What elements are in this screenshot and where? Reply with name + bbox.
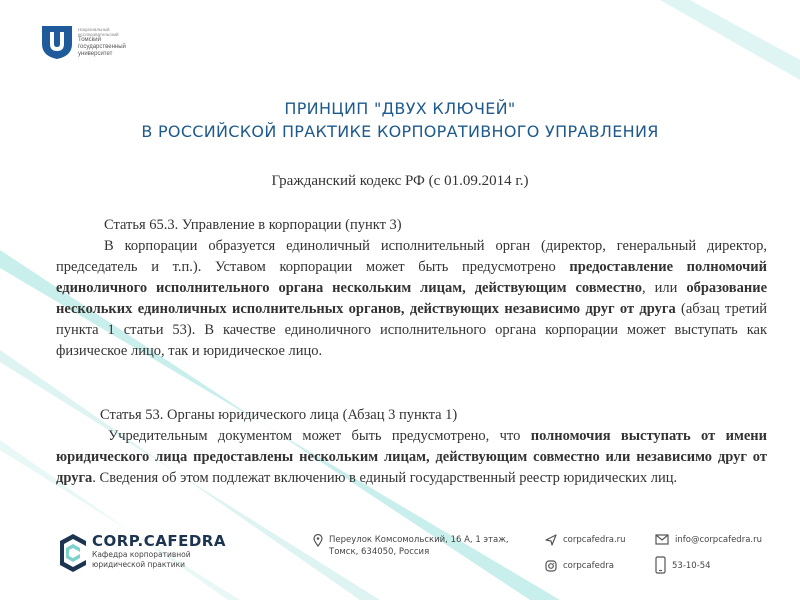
email-link[interactable]: info@corpcafedra.ru [675, 535, 762, 545]
text-run: В корпорации образуется единоличный исполнительный орган (директор, генеральный директор, председатель и т.п.). Уставом корпорации может быть предусмотрено [56, 238, 767, 275]
text-run: , или [642, 280, 687, 296]
brand-subtitle-1: Кафедра корпоративной [92, 550, 191, 559]
corp-cafedra-mark-icon [58, 532, 88, 574]
article-paragraph [56, 236, 767, 362]
slide-title [0, 97, 800, 143]
instagram-link[interactable]: corpcafedra [563, 561, 614, 571]
article-65-3 [56, 215, 767, 362]
university-logo [40, 24, 148, 60]
mobile-phone-icon [655, 556, 666, 574]
address-line-1: Переулок Комсомольский, 16 А, 1 этаж, [329, 535, 509, 545]
logo-line: исследовательский [78, 31, 119, 37]
bold-run: полномочия выступать от имени юридического лица предоставлены нескольким лицам, действующим совместно или независимо друг от друга [56, 428, 767, 486]
text-run: . Сведения об этом подлежат включению в единый государственный реестр юридических лиц. [92, 470, 678, 486]
title-line-1: ПРИНЦИП "ДВУХ КЛЮЧЕЙ" [284, 99, 516, 118]
footer [0, 524, 800, 600]
address [313, 534, 509, 558]
logo-line: государственный [78, 43, 126, 50]
instagram-icon [545, 560, 557, 572]
bold-run: предоставление полномочий единоличного исполнительного органа нескольким лицам, действующим совместно [56, 259, 767, 296]
article-heading: Статья 65.3. Управление в корпорации (пункт 3) [104, 217, 402, 233]
brand-subtitle-2: юридической практики [92, 560, 185, 569]
envelope-icon [655, 534, 669, 545]
logo-line: Национальный [78, 26, 110, 32]
send-arrow-icon [545, 534, 557, 546]
website-link[interactable]: corpcafedra.ru [563, 535, 626, 545]
location-pin-icon [313, 534, 323, 547]
email[interactable] [655, 534, 762, 546]
text-run: (абзац третий пункта 1 статьи 53). В качестве единоличного исполнительного органа корпорации может выступать как физическое лицо, так и юридическое лицо. [56, 301, 767, 359]
article-paragraph [56, 426, 767, 489]
university-name [78, 27, 148, 58]
article-heading: Статья 53. Органы юридического лица (Абзац 3 пункта 1) [100, 407, 458, 423]
phone-number[interactable]: 53-10-54 [672, 561, 711, 571]
phone[interactable] [655, 556, 711, 574]
bold-run: образование нескольких единоличных исполнительных органов, действующих независимо друг от друга [56, 280, 767, 317]
tsu-shield-icon [40, 24, 74, 60]
address-line-2: Томск, 634050, Россия [329, 547, 430, 557]
instagram[interactable] [545, 560, 614, 572]
logo-line: университет [78, 50, 113, 57]
text-run: Учредительным документом может быть предусмотрено, что [108, 428, 531, 444]
logo-line: Томский [78, 36, 101, 43]
title-line-2: В РОССИЙСКОЙ ПРАКТИКЕ КОРПОРАТИВНОГО УПРАВЛЕНИЯ [141, 122, 659, 141]
brand-name: CORP.CAFEDRA [92, 532, 226, 550]
source-subtitle: Гражданский кодекс РФ (с 01.09.2014 г.) [271, 173, 529, 189]
corp-cafedra-logo [58, 532, 226, 574]
article-53 [56, 405, 767, 489]
website[interactable] [545, 534, 626, 546]
